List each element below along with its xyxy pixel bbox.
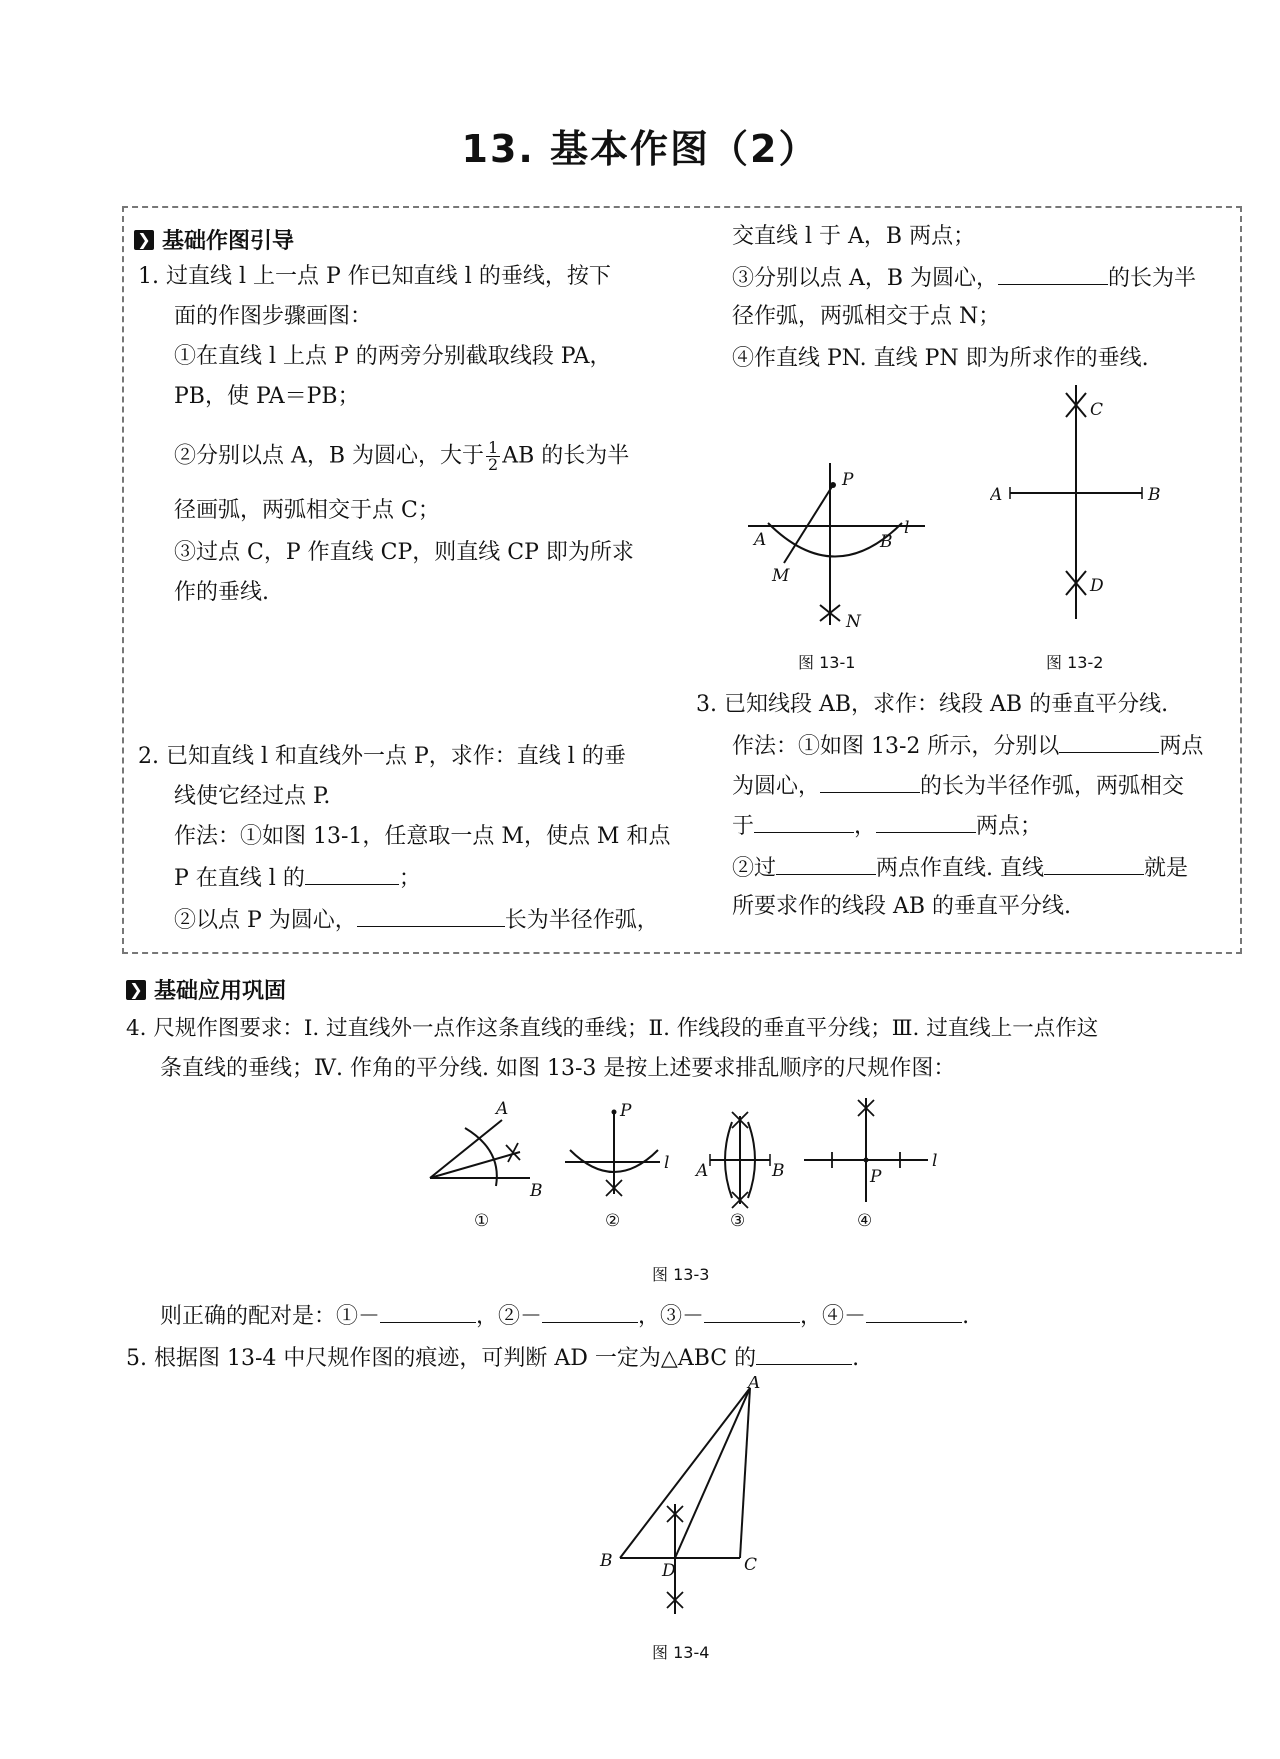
figure-number-4: ④ (857, 1211, 873, 1231)
q4-answer-b: ，②－ (476, 1304, 543, 1329)
label-b: B (600, 1551, 613, 1571)
q4-line-1: 4. 尺规作图要求：Ⅰ. 过直线外一点作这条直线的垂线；Ⅱ. 作线段的垂直平分线；Ⅲ. 过直线上一点作这 (126, 1016, 1099, 1041)
q3-line-5b: 两点作直线. 直线 (876, 856, 1045, 881)
q3-line-3b: 的长为半径作弧，两弧相交 (920, 774, 1185, 799)
answer-blank[interactable] (542, 1300, 638, 1323)
q3-line-2 (732, 730, 1203, 762)
figure-3-part-4 (804, 1098, 937, 1231)
q4-answer-a: 则正确的配对是：①－ (160, 1304, 381, 1329)
q2-right-2a: ③分别以点 A，B 为圆心， (732, 266, 999, 291)
label-b: B (772, 1161, 785, 1181)
side-ac (740, 1388, 750, 1558)
fraction-half (486, 440, 500, 473)
q3-line-3a: 为圆心， (732, 774, 821, 799)
label-b: B (1148, 485, 1161, 505)
answer-blank[interactable] (704, 1300, 800, 1323)
label-a: A (754, 530, 767, 550)
q3-line-5c: 就是 (1144, 856, 1189, 881)
q2-right-3: 径作弧，两弧相交于点 N； (732, 304, 1001, 329)
q5-line-1b: . (852, 1346, 860, 1371)
q5-line-1 (126, 1342, 859, 1374)
label-m: M (772, 566, 790, 586)
q2-line-5b: 长为半径作弧， (504, 908, 659, 933)
caption-13-2: 图 13-2 (1046, 653, 1104, 672)
side-ab (620, 1388, 750, 1558)
answer-blank[interactable] (305, 862, 399, 885)
figure-number-1: ① (474, 1211, 490, 1231)
section-header-application (126, 974, 286, 1005)
q1-line-5b: AB 的长为半 (502, 443, 630, 469)
q2-line-5a: ②以点 P 为圆心， (174, 908, 357, 933)
figure-3-part-3 (694, 1112, 785, 1231)
q4-answer-c: ，③－ (638, 1304, 705, 1329)
caption-13-3: 图 13-3 (652, 1265, 710, 1284)
label-b: B (530, 1181, 543, 1201)
q3-line-2a: 作法：①如图 13-2 所示，分别以 (732, 734, 1060, 759)
label-p: P (620, 1101, 632, 1121)
arrow-icon: ❯ (126, 980, 146, 1000)
answer-blank[interactable] (820, 770, 920, 793)
arrow-icon: ❯ (134, 230, 154, 250)
q1-line-4: PB，使 PA＝PB； (174, 384, 360, 409)
q4-answer-e: . (962, 1304, 970, 1329)
frac-num: 1 (488, 438, 499, 457)
q1-line-1: 1. 过直线 l 上一点 P 作已知直线 l 的垂线，按下 (138, 264, 611, 289)
figure-13-4 (590, 1376, 790, 1626)
q3-line-1: 3. 已知线段 AB，求作：线段 AB 的垂直平分线. (696, 692, 1169, 717)
q3-line-4a: 于 (732, 814, 755, 839)
figure-13-1 (740, 455, 930, 635)
label-n: N (846, 612, 861, 632)
caption-13-1: 图 13-1 (798, 653, 856, 672)
page-title: 13. 基本作图（2） (461, 127, 819, 171)
label-l: l (904, 518, 910, 538)
label-c: C (744, 1555, 758, 1575)
label-c: C (1090, 400, 1104, 420)
q2-right-4: ④作直线 PN. 直线 PN 即为所求作的垂线. (732, 346, 1149, 371)
label-l: l (932, 1151, 938, 1171)
q1-line-6: 径画弧，两弧相交于点 C； (174, 498, 440, 523)
q1-line-3: ①在直线 l 上点 P 的两旁分别截取线段 PA， (174, 344, 612, 369)
answer-blank[interactable] (866, 1300, 962, 1323)
label-l: l (664, 1153, 670, 1173)
q3-line-4c: 两点； (976, 814, 1043, 839)
label-d: D (1090, 576, 1104, 596)
q4-answer-line (160, 1300, 969, 1332)
label-b: B (880, 532, 893, 552)
q2-right-2b: 的长为半 (1108, 266, 1197, 291)
q2-right-2 (732, 262, 1196, 294)
answer-blank[interactable] (1059, 730, 1159, 753)
q1-line-2: 面的作图步骤画图： (174, 304, 373, 329)
answer-blank[interactable] (756, 1342, 852, 1365)
section-title: 基础应用巩固 (154, 979, 287, 1004)
q2-line-4b: ； (398, 866, 421, 891)
frac-den: 2 (488, 455, 499, 474)
q3-line-3 (732, 770, 1184, 802)
figure-number-2: ② (605, 1211, 621, 1231)
label-a: A (696, 1161, 709, 1181)
figure-13-3 (420, 1090, 950, 1240)
q1-line-7: ③过点 C，P 作直线 CP，则直线 CP 即为所求 (174, 540, 634, 565)
q2-line-4 (174, 862, 421, 894)
figure-13-2 (990, 385, 1180, 625)
q4-line-2: 条直线的垂线；Ⅳ. 作角的平分线. 如图 13-3 是按上述要求排乱顺序的尺规作图： (160, 1056, 956, 1081)
answer-blank[interactable] (1044, 852, 1144, 875)
q2-line-1: 2. 已知直线 l 和直线外一点 P，求作：直线 l 的垂 (138, 744, 626, 769)
section-title: 基础作图引导 (162, 229, 295, 254)
q3-line-4 (732, 810, 1042, 842)
point-p (830, 482, 836, 488)
answer-blank[interactable] (357, 904, 505, 927)
q2-line-5 (174, 904, 659, 936)
figure-3-part-1 (430, 1099, 543, 1231)
q1-line-5 (174, 440, 629, 473)
caption-13-4: 图 13-4 (652, 1643, 710, 1662)
q5-line-1a: 5. 根据图 13-4 中尺规作图的痕迹，可判断 AD 一定为△ABC 的 (126, 1346, 757, 1371)
label-a: A (990, 485, 1003, 505)
q1-line-8: 作的垂线. (174, 580, 269, 605)
q3-line-2b: 两点 (1159, 734, 1204, 759)
label-p: P (870, 1167, 882, 1187)
q4-answer-d: ，④－ (800, 1304, 867, 1329)
label-a: A (496, 1099, 509, 1119)
label-d: D (662, 1561, 676, 1581)
q2-right-1: 交直线 l 于 A，B 两点； (732, 224, 976, 249)
label-p: P (842, 470, 854, 490)
answer-blank[interactable] (998, 262, 1108, 285)
q2-line-2: 线使它经过点 P. (174, 784, 331, 809)
figure-3-part-2 (565, 1101, 669, 1231)
label-a: A (748, 1376, 761, 1393)
q3-line-4b: ， (854, 814, 877, 839)
answer-blank[interactable] (876, 810, 976, 833)
q3-line-6: 所要求作的线段 AB 的垂直平分线. (732, 894, 1072, 919)
q3-line-5a: ②过 (732, 856, 777, 881)
section-header-guide (134, 224, 294, 255)
q2-line-3: 作法：①如图 13-1，任意取一点 M，使点 M 和点 (174, 824, 671, 849)
answer-blank[interactable] (776, 852, 876, 875)
answer-blank[interactable] (380, 1300, 476, 1323)
answer-blank[interactable] (754, 810, 854, 833)
q3-line-5 (732, 852, 1188, 884)
q1-line-5a: ②分别以点 A，B 为圆心，大于 (174, 443, 485, 469)
q2-line-4a: P 在直线 l 的 (174, 866, 305, 891)
figure-number-3: ③ (730, 1211, 746, 1231)
